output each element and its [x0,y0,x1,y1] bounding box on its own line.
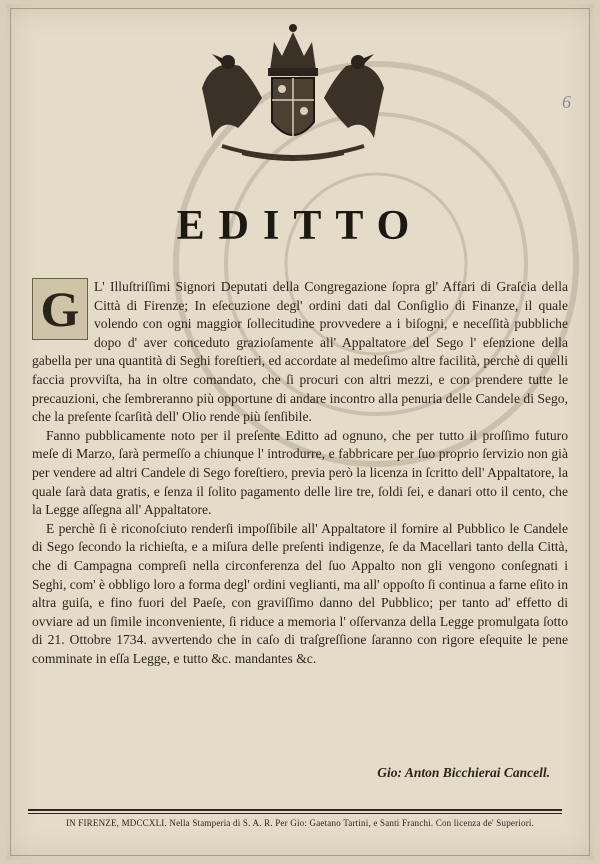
document-title: EDITTO [176,203,424,249]
signature: Gio: Anton Bicchierai Cancell. [377,765,550,780]
paragraph-1 [32,278,568,427]
ornamental-dropcap: G [32,278,88,340]
document-sheet [6,4,594,860]
printer-imprint: IN FIRENZE, MDCCXLI. Nella Stamperia di S. A. R. Per Gio: Gaetano Tartini, e Santi Franchi. Con licenza de' Superiori. [65,818,535,828]
paragraph-3: E perchè ſi è riconoſciuto renderſi impoſſibile all' Appaltatore il fornire al Pubblico le Candele di Sego ſecondo la richieſta, e a miſura delle preſenti indigenze, ſe da Macellari tanto della Città, che di Campagna compreſi nella circonferenza del ſuo Appalto non gli vengono conſegnati i Seghi, com' è obbligo loro a forma degl' ordini veglianti, ma all' oppoſto ſi continua a farne eſito in altra guiſa, e fino fuori del Paeſe, con graviſſimo danno del Pubblico; per tanto ad' effetto di ovviare ad un ſimile inconveniente, ſi riduce a memoria l' oſſervanza della Legge promulgata ſotto di 21. Ottobre 1734. avvertendo che in caſo di traſgreſſione ſaranno con rigore eſequite le pene comminate in eſſa Legge, e tutto &c. mandantes &c. [32,520,568,666]
divider-thick [28,809,562,811]
divider-thin [28,813,562,814]
edict-body [32,278,568,668]
handwritten-page-number: 6 [562,92,571,112]
paragraph-1-text: L' Illuſtriſſimi Signori Deputati della Congregazione ſopra gl' Affari di Graſcia della Città di Firenze; In eſecuzione degl' ordini dati dal Conſiglio di Finanze, il quale volendo con ogni maggior ſollecitudine provvedere a i biſogni, e neceſſità pubbliche dopo d' aver conceduto grazioſamente all' Appaltatore del Sego l' eſenzione della gabella per una quantità di Seghi foreſtieri, ed accordate al medeſimo altre facilità, perchè di quelli faccia provviſta, ha in oltre comandato, che ſi procuri con altri mezzi, e con prendere tutte le precauzioni, che ſembreranno più opportune di andare incontro alla penuria delle Candele di Sego, che la preſente ſcarſità dell' Olio rende più ſenſibile. [32,279,568,425]
paragraph-2: Fanno pubblicamente noto per il preſente Editto ad ognuno, che per tutto il proſſimo futuro meſe di Marzo, ſarà permeſſo a chiunque l' introdurre, e fabbricare per ſuo proprio ſervizio non già per vendere ad altri Candele di Sego foreſtiero, previa però la licenza in ſcritto dell' Appaltatore, la quale ſarà data gratis, e ſenza il ſolito pagamento delle lire tre, ſoldi ſei, e danari otto il cento, che la Legge aſſegna all' Appaltatore. [32,427,568,518]
grand-ducal-coat-of-arms-icon [182,18,404,168]
